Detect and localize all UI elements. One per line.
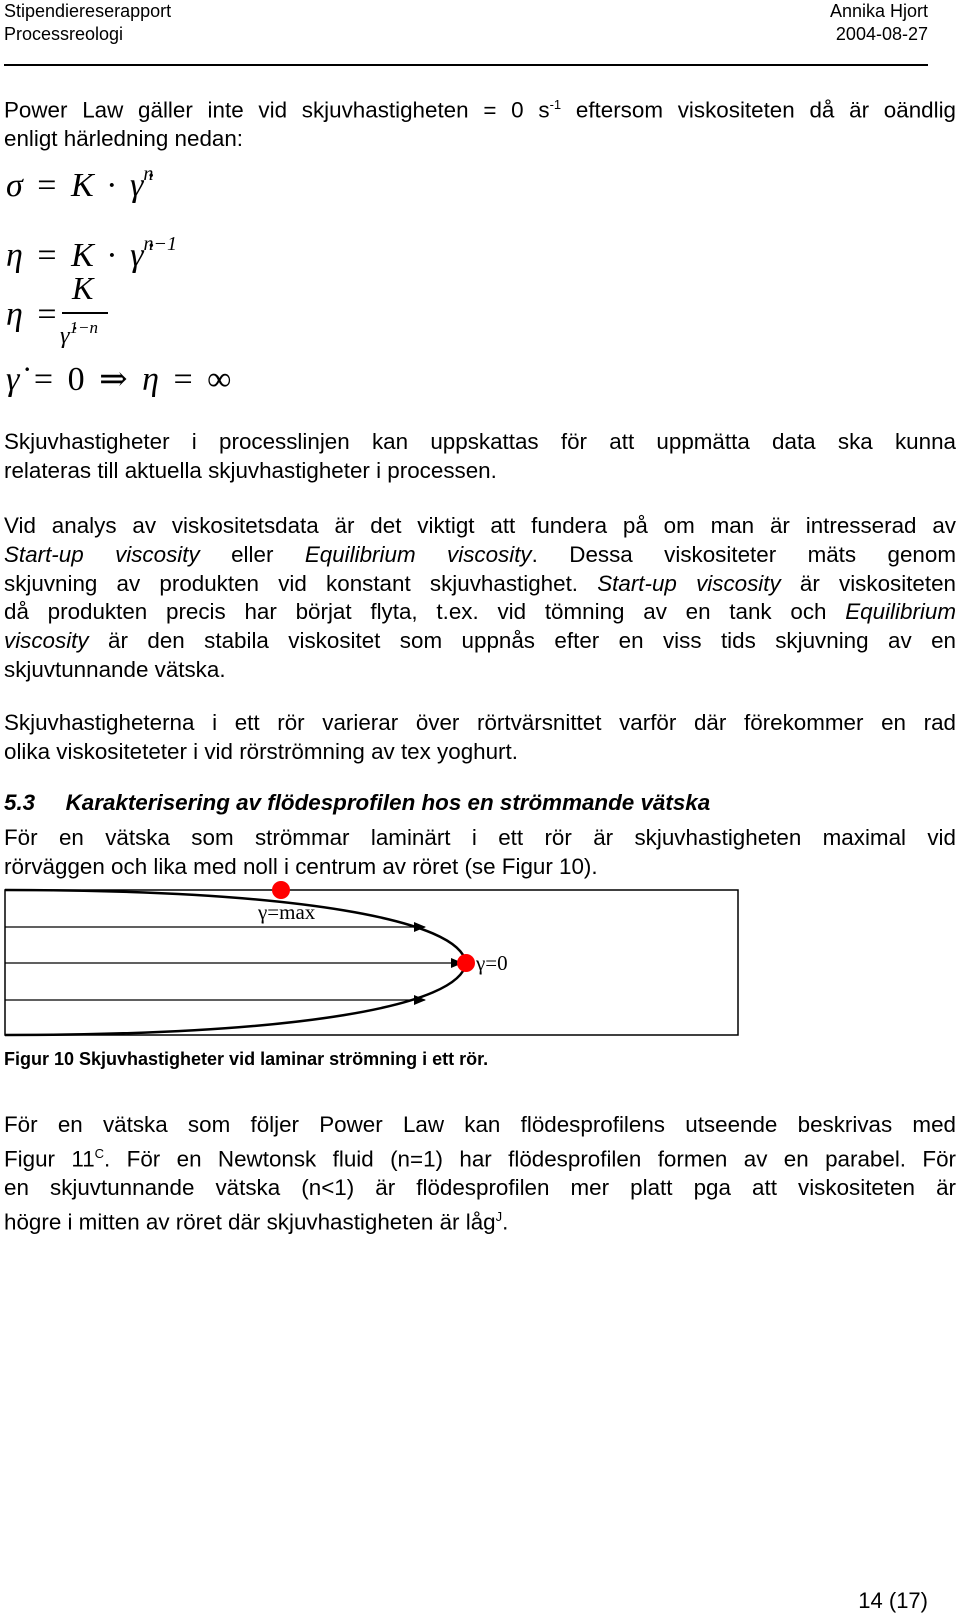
equation-viscosity: η = K · γ̇$^{n-1}$	[6, 233, 177, 274]
paragraph-line: viscosity är den stabila viskositet som uppnås efter en viss tids skjuvning av en	[4, 628, 956, 654]
paragraph-line: Vid analys av viskositetsdata är det viktigt att fundera på om man är intresserad av	[4, 513, 956, 538]
paragraph-line: då produkten precis har börjat flyta, t.ex. vid tömning av en tank och Equilibrium	[4, 599, 956, 625]
intro-paragraph	[4, 91, 956, 154]
section-title: Karakterisering av flödesprofilen hos en strömmande vätska	[65, 790, 711, 815]
header-date: 2004-08-27	[835, 24, 928, 44]
header-left-title: Stipendiereserapport	[4, 1, 172, 21]
page-number: 14 (17)	[858, 1588, 928, 1613]
header-left-subtitle: Processreologi	[4, 24, 124, 44]
equation-viscosity-fraction-lhs: η =	[6, 296, 57, 333]
paragraph-line: skjuvtunnande vätska.	[4, 656, 226, 682]
paragraph-laminar-flow	[4, 824, 956, 882]
equation-limit: γ̇ = 0 ⇒ η = ∞	[6, 361, 232, 398]
section-heading	[4, 790, 710, 816]
label-gamma-zero: γ=0	[476, 951, 508, 975]
fraction-numerator: K	[72, 270, 94, 306]
paragraph-line: Skjuvhastigheter i processlinjen kan uppskattas för att uppmätta data ska kunna	[4, 429, 956, 454]
paragraph-line: relateras till aktuella skjuvhastigheter i processen.	[4, 457, 497, 483]
paragraph-shear-rates-process	[4, 428, 956, 486]
paragraph-viscosity-types	[4, 512, 956, 685]
section-number: 5.3	[4, 790, 36, 815]
paragraph-line: Skjuvhastigheterna i ett rör varierar över rörtvärsnittet varför där förekommer en rad	[4, 710, 956, 735]
paragraph-line: en skjuvtunnande vätska (n<1) är flödesprofilen mer platt pga att viskositeten är	[4, 1175, 956, 1201]
intro-line-1: Power Law gäller inte vid skjuvhastigheten = 0 $s^{-1}$ eftersom viskositeten då är oändlig	[4, 97, 956, 123]
wall-shear-marker	[272, 881, 290, 899]
fraction-denominator: γ̇$^{1-n}$	[60, 318, 98, 349]
paragraph-power-law-profile	[4, 1111, 956, 1237]
label-gamma-max: γ=max	[258, 900, 316, 924]
intro-line-2: enligt härledning nedan:	[4, 126, 244, 152]
center-shear-marker	[457, 954, 475, 972]
paragraph-line: Start-up viscosity eller Equilibrium viscosity. Dessa viskositeter mäts genom	[4, 541, 956, 567]
paragraph-line: För en vätska som följer Power Law kan flödesprofilens utseende beskrivas med	[4, 1112, 956, 1137]
paragraph-line: olika viskositeteter i vid rörströmning av tex yoghurt.	[4, 738, 518, 764]
figure-10-caption: Figur 10 Skjuvhastigheter vid laminar strömning i ett rör.	[4, 1049, 489, 1069]
header-author: Annika Hjort	[829, 1, 928, 21]
header-rule	[4, 64, 928, 66]
paragraph-line: skjuvning av produkten vid konstant skjuvhastighet. Start-up viscosity är viskositeten	[4, 570, 956, 596]
equation-power-law: σ = K · γ̇$^n$	[6, 163, 154, 204]
fraction-bar	[62, 312, 108, 314]
paragraph-line: högre i mitten av röret där skjuvhastigheten är låg$^J$.	[4, 1208, 509, 1235]
figure-10-diagram	[0, 880, 760, 1050]
paragraph-line: För en vätska som strömmar laminärt i ett rör är skjuvhastigheten maximal vid	[4, 825, 956, 850]
paragraph-line: rörväggen och lika med noll i centrum av röret (se Figur 10).	[4, 853, 598, 879]
paragraph-pipe-variation	[4, 709, 956, 767]
paragraph-line: Figur $11^C$. För en Newtonsk fluid (n=1) har flödesprofilen formen av en parabel. För	[4, 1145, 956, 1172]
